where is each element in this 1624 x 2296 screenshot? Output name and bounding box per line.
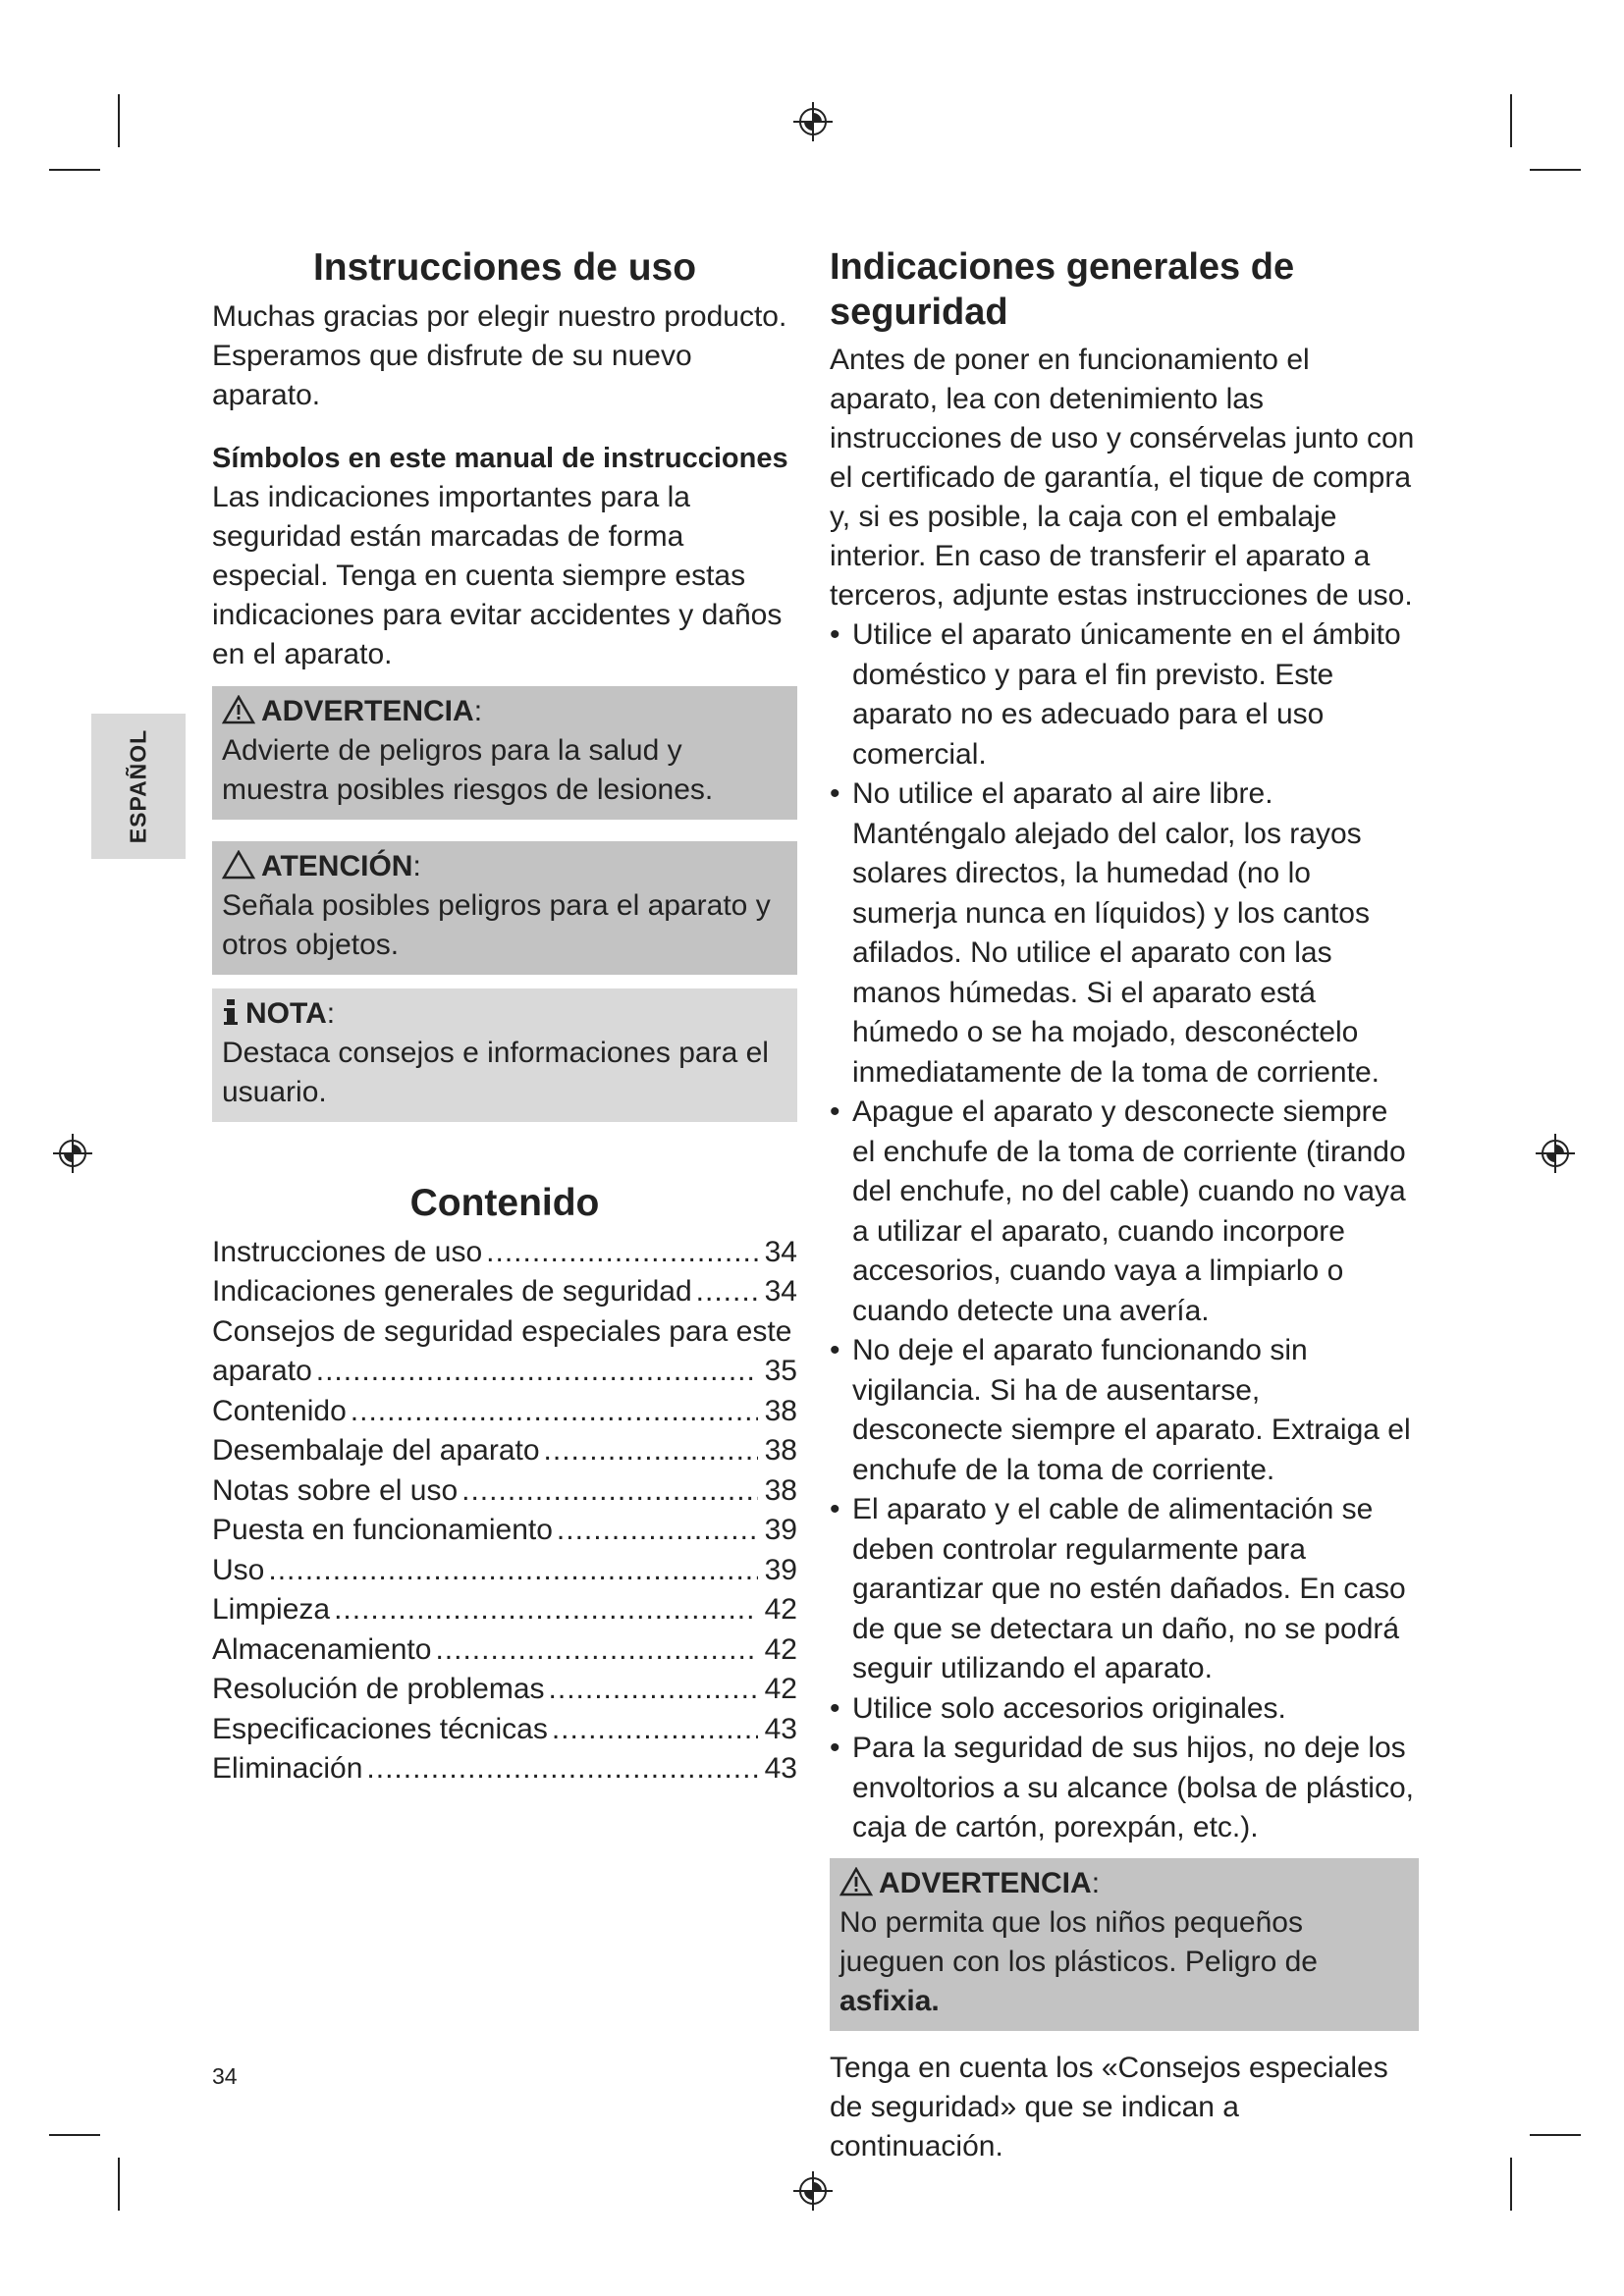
toc-entry-label: Eliminación	[212, 1752, 363, 1786]
attention-title: ATENCIÓN	[261, 849, 413, 882]
toc-entry-label: Resolución de problemas	[212, 1673, 545, 1706]
toc-entry-page: 43	[764, 1712, 797, 1745]
crop-mark	[1510, 94, 1512, 147]
toc-leader-dots	[351, 1392, 758, 1432]
toc-entry-label: Contenido	[212, 1394, 347, 1427]
safety-bullet: • Utilice solo accesorios originales.	[830, 1689, 1419, 1730]
attention-text: Señala posibles peligros para el aparato y otros objetos.	[222, 888, 771, 961]
language-tab	[91, 714, 186, 859]
toc-entry-page: 34	[764, 1275, 797, 1308]
toc-leader-dots	[435, 1630, 758, 1671]
toc-entry-label: Puesta en funcionamiento	[212, 1514, 553, 1547]
toc-entry-page: 39	[764, 1553, 797, 1586]
child-warning-title: ADVERTENCIA	[879, 1866, 1092, 1899]
instructions-title: Instrucciones de uso	[312, 246, 697, 289]
toc-entry	[212, 1392, 797, 1432]
toc-entry	[212, 1670, 797, 1710]
toc-entry-page: 43	[764, 1752, 797, 1786]
contents-title: Contenido	[409, 1181, 600, 1224]
toc-entry-label: Almacenamiento	[212, 1632, 432, 1666]
toc-entry	[212, 1551, 797, 1591]
note-box: NOTA: Destaca consejos e informaciones para el usuario.	[212, 988, 797, 1122]
toc-entry-page: 42	[764, 1632, 797, 1666]
safety-bullet: • No deje el aparato funcionando sin vigilancia. Si ha de ausentarse, desconecte siempre el aparato. Extraiga el enchufe de la toma de corriente.	[830, 1331, 1419, 1490]
toc-entry-label: aparato	[212, 1355, 312, 1388]
contents-list	[212, 1233, 797, 1789]
toc-entry-label: Especificaciones técnicas	[212, 1712, 548, 1745]
closing-text: Tenga en cuenta los «Consejos especiales de seguridad» que se indican a continuación.	[830, 2051, 1388, 2163]
registration-mark-icon	[51, 1132, 94, 1175]
toc-leader-dots	[696, 1272, 758, 1312]
safety-bullet: • Utilice el aparato únicamente en el ámbito doméstico y para el fin previsto. Este aparato no es adecuado para el uso comercial.	[830, 615, 1419, 774]
crop-mark	[49, 2134, 100, 2136]
toc-entry	[212, 1272, 797, 1312]
crop-mark	[1530, 169, 1581, 171]
language-tab-label: ESPAÑOL	[125, 728, 151, 844]
toc-entry-page: 38	[764, 1434, 797, 1468]
page-number: 34	[212, 2063, 238, 2089]
toc-leader-dots	[366, 1749, 758, 1789]
registration-mark-icon	[791, 100, 835, 143]
toc-entry	[212, 1710, 797, 1750]
attention-triangle-icon	[222, 850, 255, 880]
note-text: Destaca consejos e informaciones para el usuario.	[222, 1036, 769, 1108]
toc-entry-label: Desembalaje del aparato	[212, 1434, 540, 1468]
toc-entry	[212, 1233, 797, 1273]
safety-bullet: • No utilice el aparato al aire libre. Manténgalo alejado del calor, los rayos solares directos, la humedad (no lo sumerja nunca en líquidos) y los cantos afilados. No utilice el aparato con las manos húmedas. Si el aparato está húmedo o se ha mojado, desconéctelo inmediatamente de la toma de corriente.	[830, 774, 1419, 1093]
toc-entry	[212, 1352, 797, 1392]
child-warning-box: ADVERTENCIA: No permita que los niños pequeños jueguen con los plásticos. Peligro de asfixia.	[830, 1858, 1419, 2031]
toc-entry-label: Consejos de seguridad especiales para este	[212, 1314, 792, 1348]
toc-leader-dots	[316, 1352, 758, 1392]
toc-entry-label: Uso	[212, 1553, 265, 1586]
toc-entry-label: Limpieza	[212, 1593, 331, 1627]
toc-entry-label: Instrucciones de uso	[212, 1235, 483, 1268]
toc-entry	[212, 1431, 797, 1471]
child-warning-text: No permita que los niños pequeños jueguen con los plásticos. Peligro de	[839, 1905, 1318, 1978]
toc-entry-page: 42	[764, 1593, 797, 1627]
warning-triangle-icon	[222, 695, 255, 724]
info-icon	[222, 997, 240, 1027]
note-title: NOTA	[245, 996, 327, 1030]
toc-leader-dots	[268, 1551, 758, 1591]
toc-entry-page: 34	[764, 1235, 797, 1268]
toc-leader-dots	[549, 1670, 758, 1710]
child-warning-bold: asfixia.	[839, 1984, 940, 2017]
toc-leader-dots	[557, 1511, 758, 1551]
safety-bullet: • Apague el aparato y desconecte siempre el enchufe de la toma de corriente (tirando del enchufe, no del cable) cuando no vaya a utilizar el aparato, cuando incorpore accesorios, cuando vaya a limpiarlo o cuando detecte una avería.	[830, 1093, 1419, 1331]
toc-entry-page: 38	[764, 1473, 797, 1507]
safety-bullet-list	[830, 615, 1419, 1848]
crop-mark	[49, 169, 100, 171]
toc-entry	[212, 1590, 797, 1630]
crop-mark	[118, 94, 120, 147]
toc-entry	[212, 1511, 797, 1551]
warning-triangle-icon	[839, 1867, 873, 1896]
toc-entry	[212, 1471, 797, 1512]
toc-leader-dots	[552, 1710, 758, 1750]
symbols-text: Las indicaciones importantes para la seguridad están marcadas de forma especial. Tenga en cuenta siempre estas indicaciones para evitar accidentes y daños en el aparato.	[212, 480, 783, 670]
safety-title: Indicaciones generales de seguridad	[830, 246, 1295, 333]
toc-entry-page: 42	[764, 1673, 797, 1706]
safety-bullet: • El aparato y el cable de alimentación se deben controlar regularmente para garantizar que no estén dañados. En caso de que se detectara un daño, no se podrá seguir utilizando el aparato.	[830, 1490, 1419, 1689]
toc-leader-dots	[461, 1471, 758, 1512]
toc-entry	[212, 1749, 797, 1789]
toc-entry-page: 39	[764, 1514, 797, 1547]
warning-text: Advierte de peligros para la salud y muestra posibles riesgos de lesiones.	[222, 733, 714, 806]
attention-box: ATENCIÓN: Señala posibles peligros para el aparato y otros objetos.	[212, 841, 797, 975]
safety-intro: Antes de poner en funcionamiento el aparato, lea con detenimiento las instrucciones de uso y consérvelas junto con el certificado de garantía, el tique de compra y, si es posible, la caja con el embalaje interior. En caso de transferir el aparato a terceros, adjunte estas instrucciones de uso.	[830, 344, 1415, 613]
toc-entry-page: 35	[764, 1355, 797, 1388]
toc-entry-page: 38	[764, 1394, 797, 1427]
toc-entry-label: Notas sobre el uso	[212, 1473, 459, 1507]
symbols-heading: Símbolos en este manual de instrucciones	[212, 442, 788, 474]
warning-box: ADVERTENCIA: Advierte de peligros para la salud y muestra posibles riesgos de lesiones.	[212, 686, 797, 820]
toc-entry-label: Indicaciones generales de seguridad	[212, 1275, 692, 1308]
intro-text: Muchas gracias por elegir nuestro producto. Esperamos que disfrute de su nuevo aparato.	[212, 299, 787, 411]
registration-mark-icon	[1534, 1132, 1577, 1175]
left-column	[212, 245, 797, 1789]
crop-mark	[1530, 2134, 1581, 2136]
right-column	[830, 245, 1419, 2166]
safety-bullet: • Para la seguridad de sus hijos, no deje los envoltorios a su alcance (bolsa de plástico, caja de cartón, porexpán, etc.).	[830, 1729, 1419, 1848]
toc-leader-dots	[486, 1233, 758, 1273]
toc-entry	[212, 1630, 797, 1671]
crop-mark	[1510, 2158, 1512, 2211]
toc-leader-dots	[334, 1590, 758, 1630]
warning-title: ADVERTENCIA	[261, 694, 474, 727]
toc-entry	[212, 1312, 797, 1353]
crop-mark	[118, 2158, 120, 2211]
registration-mark-icon	[791, 2169, 835, 2213]
toc-leader-dots	[544, 1431, 758, 1471]
contents-section	[212, 1181, 797, 1789]
